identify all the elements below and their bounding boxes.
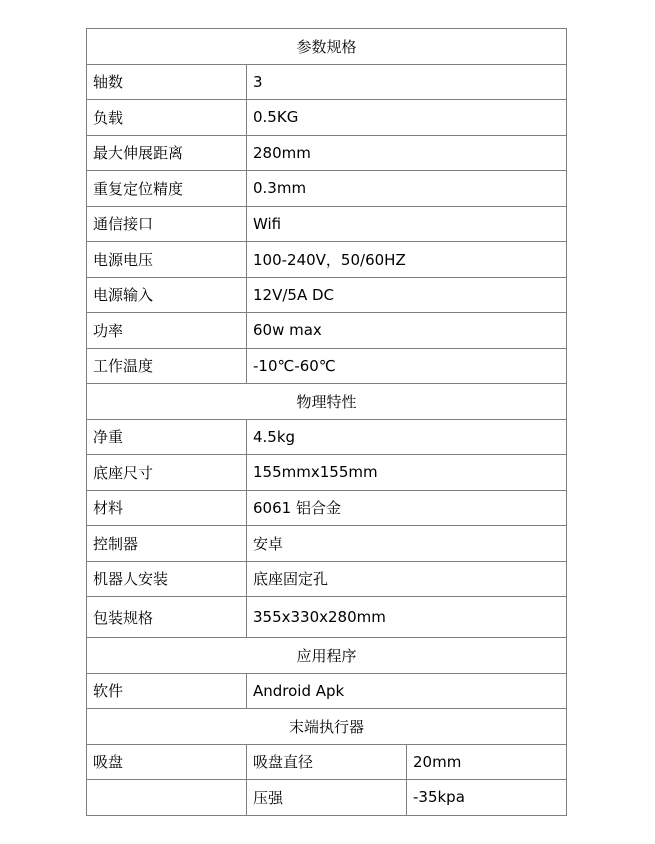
row-value: 100-240V，50/60HZ [247, 242, 567, 278]
table-row [87, 206, 567, 242]
section-title: 参数规格 [87, 29, 567, 65]
row-label: 电源电压 [87, 242, 247, 278]
sub-item-name: 压强 [247, 780, 407, 816]
row-value: 60w max [247, 313, 567, 349]
row-value: 3 [247, 64, 567, 100]
spec-table [86, 28, 567, 816]
sub-item-name: 吸盘直径 [247, 744, 407, 780]
table-row [87, 135, 567, 171]
row-label: 负载 [87, 100, 247, 136]
table-row [87, 313, 567, 349]
row-label: 控制器 [87, 526, 247, 562]
row-value: 0.3mm [247, 171, 567, 207]
row-value: Wifi [247, 206, 567, 242]
section-header-application [87, 638, 567, 674]
sub-item-value: 20mm [407, 744, 567, 780]
row-label: 通信接口 [87, 206, 247, 242]
row-value: 355x330x280mm [247, 597, 567, 638]
row-label: 机器人安装 [87, 561, 247, 597]
table-row [87, 455, 567, 491]
section-header-params [87, 29, 567, 65]
table-row [87, 64, 567, 100]
table-row [87, 242, 567, 278]
table-row [87, 673, 567, 709]
row-value: 安卓 [247, 526, 567, 562]
table-row [87, 526, 567, 562]
table-row [87, 561, 567, 597]
row-value: 280mm [247, 135, 567, 171]
row-label-empty [87, 780, 247, 816]
table-row [87, 100, 567, 136]
table-row [87, 744, 567, 780]
row-value: 0.5KG [247, 100, 567, 136]
row-label: 吸盘 [87, 744, 247, 780]
row-value: 4.5kg [247, 419, 567, 455]
row-value: -10℃-60℃ [247, 348, 567, 384]
row-label: 底座尺寸 [87, 455, 247, 491]
sub-item-value: -35kpa [407, 780, 567, 816]
section-header-physical [87, 384, 567, 420]
section-header-end-effector [87, 709, 567, 745]
table-row [87, 490, 567, 526]
row-value: 12V/5A DC [247, 277, 567, 313]
table-row [87, 780, 567, 816]
row-label: 功率 [87, 313, 247, 349]
row-label: 轴数 [87, 64, 247, 100]
table-row [87, 348, 567, 384]
row-label: 最大伸展距离 [87, 135, 247, 171]
row-label: 包装规格 [87, 597, 247, 638]
row-label: 重复定位精度 [87, 171, 247, 207]
row-value: 6061 铝合金 [247, 490, 567, 526]
row-value: 155mmx155mm [247, 455, 567, 491]
section-title: 末端执行器 [87, 709, 567, 745]
row-value: Android Apk [247, 673, 567, 709]
row-label: 软件 [87, 673, 247, 709]
section-title: 物理特性 [87, 384, 567, 420]
row-label: 材料 [87, 490, 247, 526]
table-row [87, 597, 567, 638]
table-row [87, 277, 567, 313]
table-row [87, 419, 567, 455]
section-title: 应用程序 [87, 638, 567, 674]
row-value: 底座固定孔 [247, 561, 567, 597]
table-row [87, 171, 567, 207]
row-label: 工作温度 [87, 348, 247, 384]
row-label: 电源输入 [87, 277, 247, 313]
row-label: 净重 [87, 419, 247, 455]
